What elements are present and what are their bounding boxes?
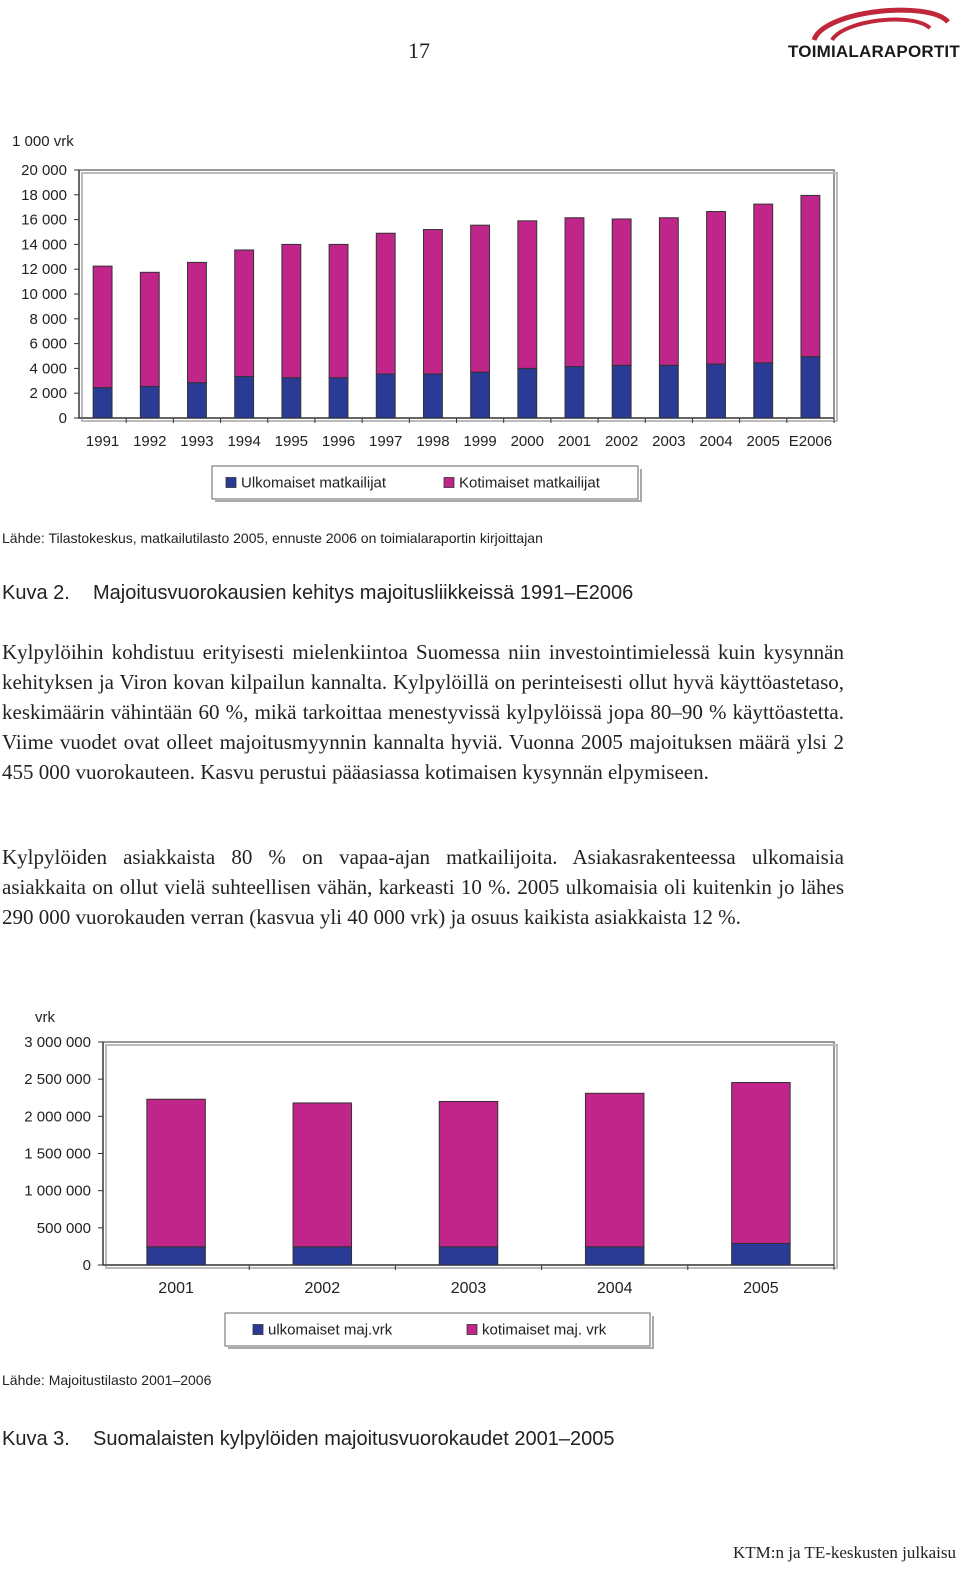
bar-foreign: [329, 378, 348, 418]
x-tick-label: 1999: [463, 433, 497, 450]
bar-foreign: [293, 1247, 351, 1265]
bar-domestic: [235, 250, 254, 376]
y-tick-label: 20 000: [21, 162, 67, 179]
y-tick-label: 1 000 000: [24, 1182, 91, 1200]
x-tick-label: 1995: [274, 433, 309, 450]
x-tick-label: 2004: [699, 433, 733, 450]
x-tick-label: 2005: [746, 433, 780, 450]
bar-domestic: [707, 212, 726, 365]
body-paragraph-2: [2, 842, 844, 932]
x-tick-label: 2002: [304, 1280, 341, 1297]
x-tick-label: E2006: [788, 433, 833, 450]
x-tick-label: 2003: [652, 433, 686, 450]
bar-domestic: [659, 218, 678, 366]
body-paragraph-1: [2, 637, 844, 787]
x-tick-label: 2000: [510, 433, 544, 450]
legend-label: ulkomaiset maj.vrk: [268, 1321, 393, 1339]
footer-text: KTM:n ja TE-keskusten julkaisu: [732, 1543, 956, 1562]
y-tick-label: 2 000 000: [24, 1108, 91, 1126]
bar-foreign: [754, 363, 773, 418]
bar-foreign: [471, 372, 490, 418]
chart-2: [0, 995, 960, 1355]
y-tick-label: 500 000: [36, 1219, 91, 1237]
chart-1: [0, 0, 960, 515]
bar-domestic: [754, 204, 773, 363]
bar-foreign: [518, 368, 537, 418]
bar-foreign: [732, 1243, 790, 1265]
y-tick-label: 3 000 000: [24, 1034, 91, 1051]
x-tick-label: 1993: [180, 433, 214, 450]
legend-shadow: [640, 469, 642, 502]
bar-domestic: [93, 266, 112, 388]
bar-domestic: [471, 225, 490, 372]
legend-swatch-foreign: [226, 478, 236, 488]
y-tick-label: 0: [82, 1257, 91, 1274]
logo-text: TOIMIALARAPORTIT: [788, 42, 960, 61]
chart-2-caption-number: Kuva 3.: [2, 1428, 70, 1450]
x-tick-label: 2002: [604, 433, 639, 450]
x-tick-label: 1992: [133, 433, 167, 450]
bar-foreign: [282, 378, 301, 418]
y-tick-label: 4 000: [29, 360, 67, 378]
x-tick-label: 2001: [557, 433, 592, 450]
bar-domestic: [140, 272, 159, 386]
chart-1-caption-text: Majoitusvuorokausien kehitys majoitusliikkeissä 1991–E2006: [93, 582, 634, 604]
bar-foreign: [565, 367, 584, 418]
x-tick-label: 1998: [416, 433, 450, 450]
y-tick-label: 18 000: [21, 186, 67, 204]
bar-foreign: [93, 388, 112, 418]
bar-foreign: [376, 374, 395, 418]
bar-foreign: [585, 1247, 643, 1265]
legend-shadow: [215, 500, 641, 502]
bar-domestic: [518, 221, 537, 369]
chart-2-source: Lähde: Majoitustilasto 2001–2006: [2, 1372, 212, 1388]
y-tick-label: 2 000: [29, 385, 67, 403]
x-tick-label: 2005: [743, 1280, 779, 1297]
bar-domestic: [282, 244, 301, 377]
x-tick-label: 2001: [158, 1280, 194, 1297]
bar-foreign: [235, 376, 254, 418]
y-tick-label: 16 000: [21, 211, 67, 229]
y-tick-label: 14 000: [21, 236, 67, 254]
bar-domestic: [801, 195, 820, 356]
legend-shadow: [652, 1316, 654, 1349]
bar-domestic: [293, 1103, 351, 1247]
bar-foreign: [140, 386, 159, 418]
bar-foreign: [423, 374, 442, 418]
y-unit-label: vrk: [35, 1009, 55, 1026]
bar-foreign: [188, 383, 207, 418]
bar-domestic: [612, 219, 631, 365]
bar-foreign: [659, 365, 678, 418]
bar-domestic: [188, 262, 207, 382]
y-tick-label: 12 000: [21, 261, 67, 279]
bar-foreign: [147, 1247, 205, 1265]
y-unit-label: 1 000 vrk: [12, 133, 74, 150]
y-tick-label: 0: [58, 410, 67, 427]
bar-domestic: [423, 230, 442, 374]
bar-domestic: [439, 1101, 497, 1246]
x-tick-label: 2003: [450, 1280, 487, 1297]
bar-domestic: [376, 233, 395, 374]
page-number: 17: [408, 38, 430, 63]
chart-2-caption-text: Suomalaisten kylpylöiden majoitusvuorokaudet 2001–2005: [93, 1428, 615, 1450]
chart-1-caption-number: Kuva 2.: [2, 582, 70, 604]
chart-1-source: Lähde: Tilastokeskus, matkailutilasto 2005, ennuste 2006 on toimialaraportin kirjoittajan: [2, 530, 543, 546]
bar-domestic: [329, 244, 348, 377]
y-tick-label: 1 500 000: [24, 1145, 91, 1163]
x-tick-label: 1994: [227, 433, 261, 450]
bar-domestic: [565, 218, 584, 367]
legend-label: kotimaiset maj. vrk: [482, 1321, 607, 1339]
y-tick-label: 2 500 000: [24, 1071, 91, 1089]
bar-domestic: [585, 1093, 643, 1246]
x-tick-label: 1991: [85, 433, 120, 450]
bar-domestic: [147, 1099, 205, 1247]
paragraph-2-text: Kylpylöiden asiakkaista 80 % on vapaa-ajan matkailijoita. Asiakasrakenteessa ulkomaisia asiakkaita on ollut vielä suhteellisen vähän, karkeasti 10 %. 2005 ulkomaisia oli kuitenkin jo lähes 290 000 vuorokauden verran (kasvua yli 40 000 vrk) ja osuus kaikista asiakkaista 12 %.: [2, 845, 844, 929]
bar-foreign: [801, 357, 820, 418]
x-tick-label: 1996: [321, 433, 356, 450]
legend-swatch-domestic: [444, 478, 454, 488]
bar-foreign: [439, 1247, 497, 1265]
legend-label: Ulkomaiset matkailijat: [241, 474, 387, 492]
y-tick-label: 6 000: [29, 335, 67, 353]
y-tick-label: 8 000: [29, 310, 67, 328]
x-tick-label: 1997: [369, 433, 403, 450]
bar-foreign: [707, 364, 726, 418]
legend-label: Kotimaiset matkailijat: [459, 474, 600, 492]
bar-domestic: [732, 1083, 790, 1244]
legend-swatch-domestic: [467, 1325, 477, 1335]
legend-swatch-foreign: [253, 1325, 263, 1335]
y-tick-label: 10 000: [21, 286, 67, 303]
paragraph-1-text: Kylpylöihin kohdistuu erityisesti mielenkiintoa Suomessa niin investointimielessä kuin kysynnän kehityksen ja Viron kovan kilpailun kannalta. Kylpylöillä on perinteisesti ollut hyvä käyttöastetaso, keskimäärin vähintään 60 %, mikä tarkoittaa menestyvissä kylpylöissä jopa 80–90 % käyttöastetta. Viime vuodet ovat olleet majoitusmyynnin kannalta hyviä. Vuonna 2005 majoituksen määrä ylsi 2 455 000 vuorokauteen. Kasvu perustui pääasiassa kotimaisen kysynnän elpymiseen.: [2, 640, 844, 784]
legend-shadow: [228, 1347, 653, 1349]
x-tick-label: 2004: [596, 1280, 633, 1297]
bar-foreign: [612, 365, 631, 418]
